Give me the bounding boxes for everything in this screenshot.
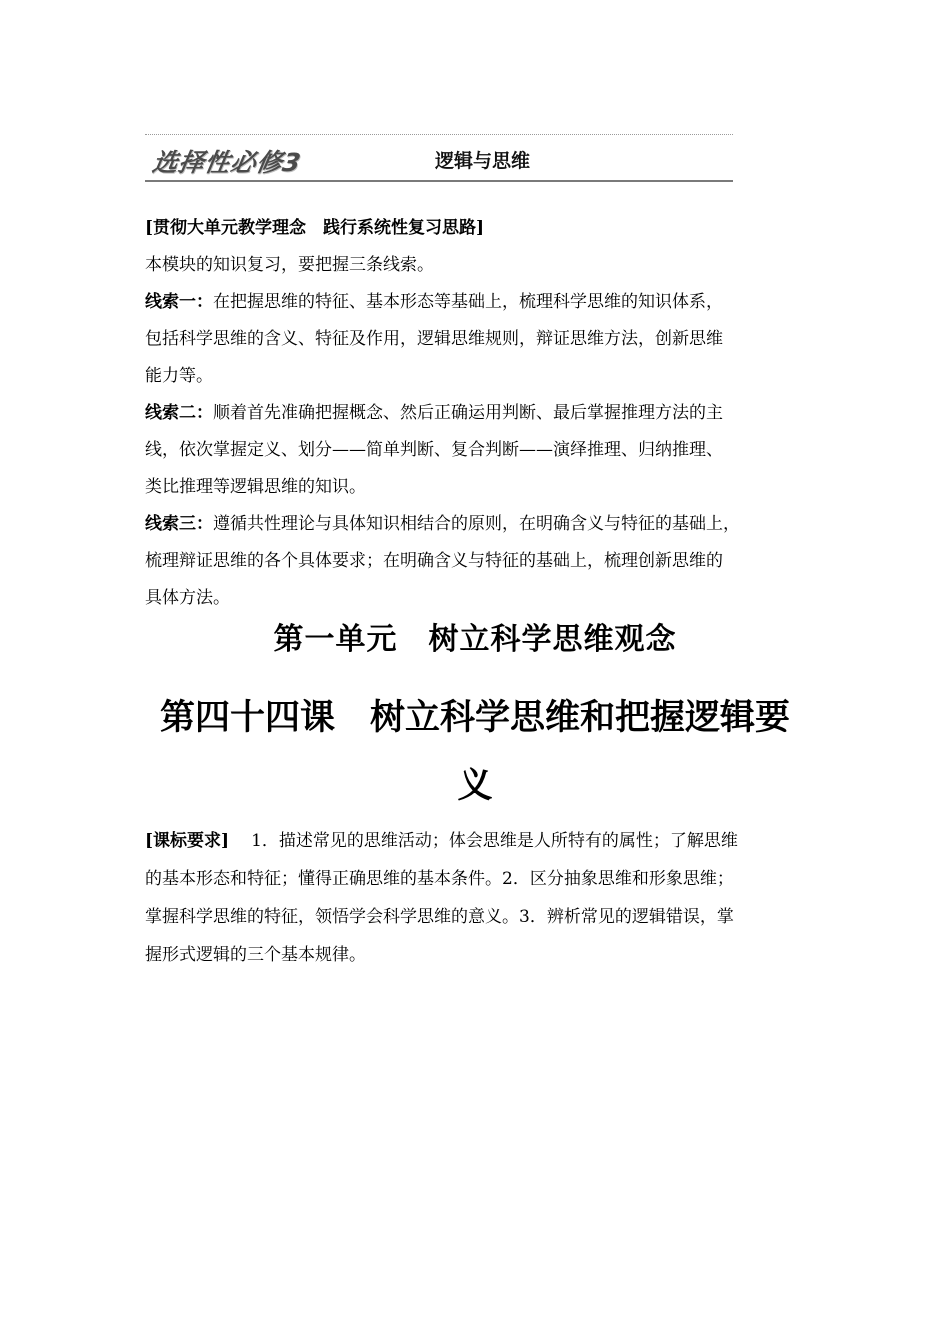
header-bottom-rule (145, 180, 733, 182)
module-intro (145, 210, 815, 617)
clue-1-line-2: 包括科学思维的含义、特征及作用，逻辑思维规则，辩证思维方法，创新思维 (145, 329, 723, 349)
clue-3-text: 遵循共性理论与具体知识相结合的原则，在明确含义与特征的基础上， (213, 514, 740, 534)
clue-2-line-2: 线，依次掌握定义、划分——简单判断、复合判断——演绎推理、归纳推理、 (145, 440, 723, 460)
book-title: 逻辑与思维 (435, 150, 531, 172)
clue-1-text: 在把握思维的特征、基本形态等基础上，梳理科学思维的知识体系， (213, 292, 723, 312)
requirements-line-3: 掌握科学思维的特征，领悟学会科学思维的意义。3．辨析常见的逻辑错误，掌 (145, 907, 734, 927)
clue-3-line-1 (145, 506, 815, 543)
intro-heading: [贯彻大单元教学理念 践行系统性复习思路] (145, 218, 485, 238)
header-top-rule (145, 134, 733, 135)
requirements-line-1 (145, 822, 815, 860)
clue-2-line-3: 类比推理等逻辑思维的知识。 (145, 477, 366, 497)
lesson-title: 第四十四课 树立科学思维和把握逻辑要义 (159, 697, 790, 806)
clue-2-text: 顺着首先准确把握概念、然后正确运用判断、最后掌握推理方法的主 (213, 403, 723, 423)
clue-3-line-2: 梳理辩证思维的各个具体要求；在明确含义与特征的基础上，梳理创新思维的 (145, 551, 723, 571)
clue-3-line-3: 具体方法。 (145, 588, 230, 608)
clue-2-label: 线索二： (145, 403, 213, 423)
requirements-line-2: 的基本形态和特征；懂得正确思维的基本条件。2．区分抽象思维和形象思维； (145, 869, 734, 889)
clue-1-line-3: 能力等。 (145, 366, 213, 386)
clue-1-label: 线索一： (145, 292, 213, 312)
page-header (145, 134, 733, 182)
series-logo: 选择性必修3 (150, 148, 304, 177)
requirements-label: [课标要求] (145, 831, 230, 851)
requirements-text: 1．描述常见的思维活动；体会思维是人所特有的属性；了解思维 (251, 831, 738, 851)
unit-title: 第一单元 树立科学思维观念 (273, 622, 677, 657)
clue-2-line-1 (145, 395, 815, 432)
requirements-line-4: 握形式逻辑的三个基本规律。 (145, 945, 366, 965)
clue-3-label: 线索三： (145, 514, 213, 534)
clue-1-line-1 (145, 284, 815, 321)
curriculum-requirements (145, 822, 815, 974)
intro-lead: 本模块的知识复习，要把握三条线索。 (145, 255, 434, 275)
